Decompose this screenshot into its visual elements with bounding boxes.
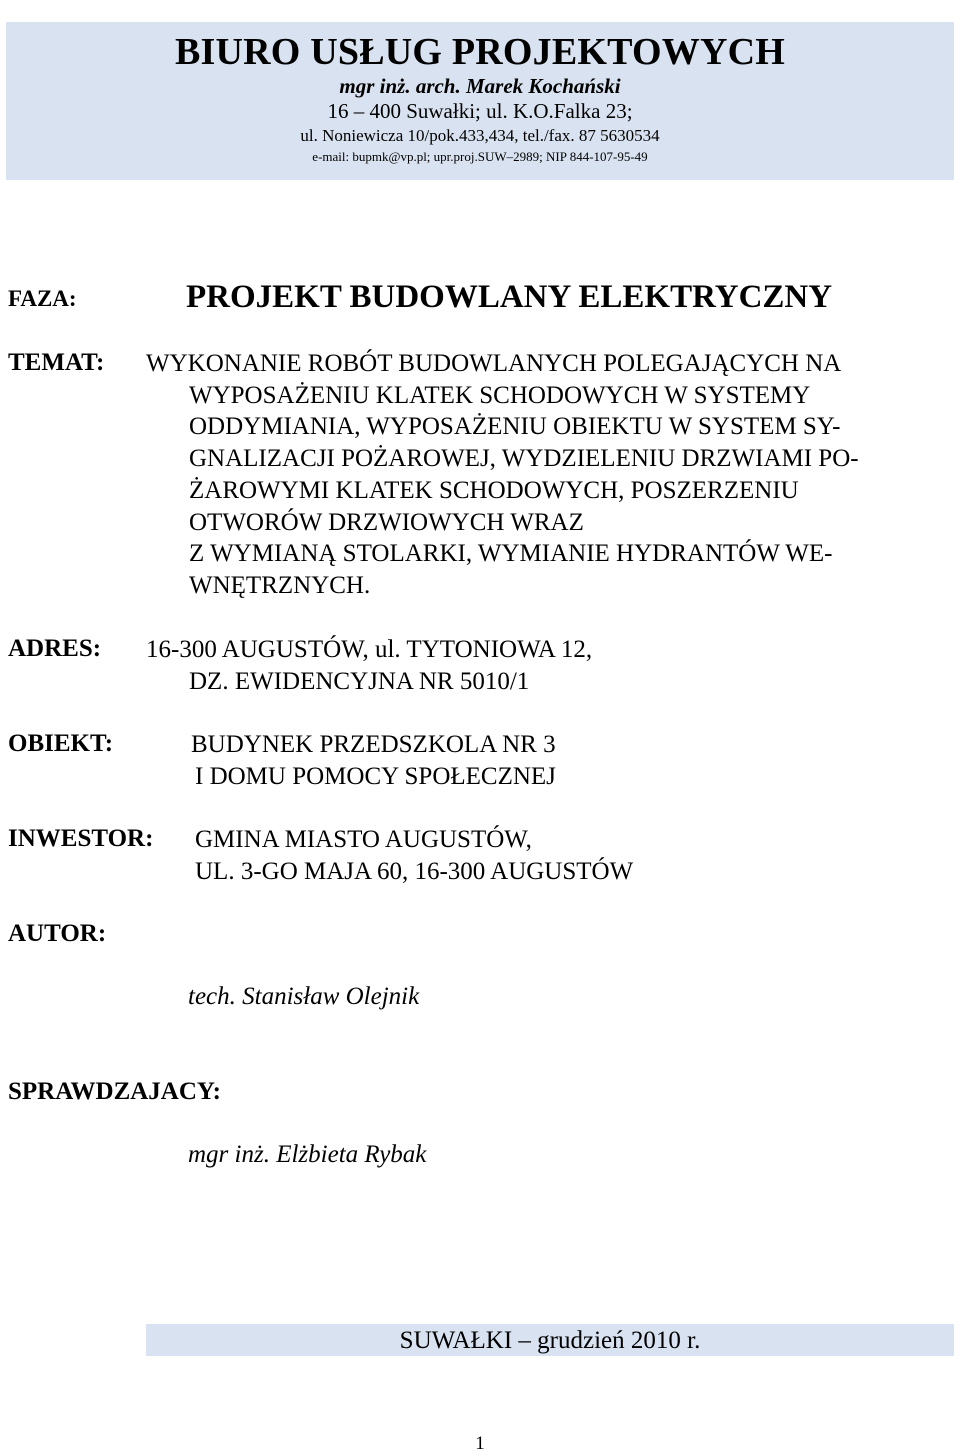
place-date: SUWAŁKI – grudzień 2010 r.	[399, 1327, 701, 1354]
checker-label: SPRAWDZAJACY:	[8, 1078, 221, 1105]
phase-label: FAZA:	[8, 286, 77, 311]
topic-text	[146, 348, 936, 602]
office-email-line: e-mail: bupmk@vp.pl; upr.proj.SUW–2989; NIP 844-107-95-49	[312, 149, 648, 164]
topic-line: WYPOSAŻENIU KLATEK SCHODOWYCH W SYSTEMY	[189, 381, 811, 409]
phase-value: PROJEKT BUDOWLANY ELEKTRYCZNY	[186, 279, 833, 315]
office-address-line2: ul. Noniewicza 10/pok.433,434, tel./fax. 87 5630534	[300, 126, 660, 145]
object-line1: BUDYNEK PRZEDSZKOLA NR 3	[191, 731, 556, 758]
footer-band	[146, 1324, 954, 1356]
investor-line1: GMINA MIASTO AUGUSTÓW,	[195, 826, 532, 853]
topic-line: GNALIZACJI POŻAROWEJ, WYDZIELENIU DRZWIAMI PO-	[189, 445, 859, 473]
topic-line: WYKONANIE ROBÓT BUDOWLANYCH POLEGAJĄCYCH NA	[146, 350, 842, 377]
author-name: tech. Stanisław Olejnik	[188, 983, 420, 1010]
address-line2: DZ. EWIDENCYJNA NR 5010/1	[189, 668, 530, 695]
topic-line: Z WYMIANĄ STOLARKI, WYMIANIE HYDRANTÓW WE-	[189, 540, 833, 568]
topic-line: OTWORÓW DRZWIOWYCH WRAZ	[189, 508, 584, 536]
topic-line: ŻAROWYMI KLATEK SCHODOWYCH, POSZERZENIU	[189, 476, 799, 504]
address-label: ADRES:	[8, 635, 102, 662]
header-band	[6, 22, 954, 180]
checker-name: mgr inż. Elżbieta Rybak	[188, 1141, 427, 1168]
address-line1: 16-300 AUGUSTÓW, ul. TYTONIOWA 12,	[146, 636, 593, 663]
office-title: BIURO USŁUG PROJEKTOWYCH	[174, 31, 786, 73]
office-address-line1: 16 – 400 Suwałki; ul. K.O.Falka 23;	[327, 99, 633, 123]
object-line2: I DOMU POMOCY SPOŁECZNEJ	[195, 763, 556, 790]
object-label: OBIEKT:	[8, 730, 114, 757]
page-number: 1	[475, 1433, 485, 1454]
topic-line: WNĘTRZNYCH.	[189, 571, 371, 599]
topic-line: ODDYMIANIA, WYPOSAŻENIU OBIEKTU W SYSTEM SY-	[189, 413, 841, 441]
investor-label: INWESTOR:	[8, 825, 154, 852]
author-label: AUTOR:	[8, 920, 107, 947]
investor-line2: UL. 3-GO MAJA 60, 16-300 AUGUSTÓW	[195, 858, 634, 885]
topic-label: TEMAT:	[8, 349, 105, 376]
office-author: mgr inż. arch. Marek Kochański	[339, 74, 621, 98]
